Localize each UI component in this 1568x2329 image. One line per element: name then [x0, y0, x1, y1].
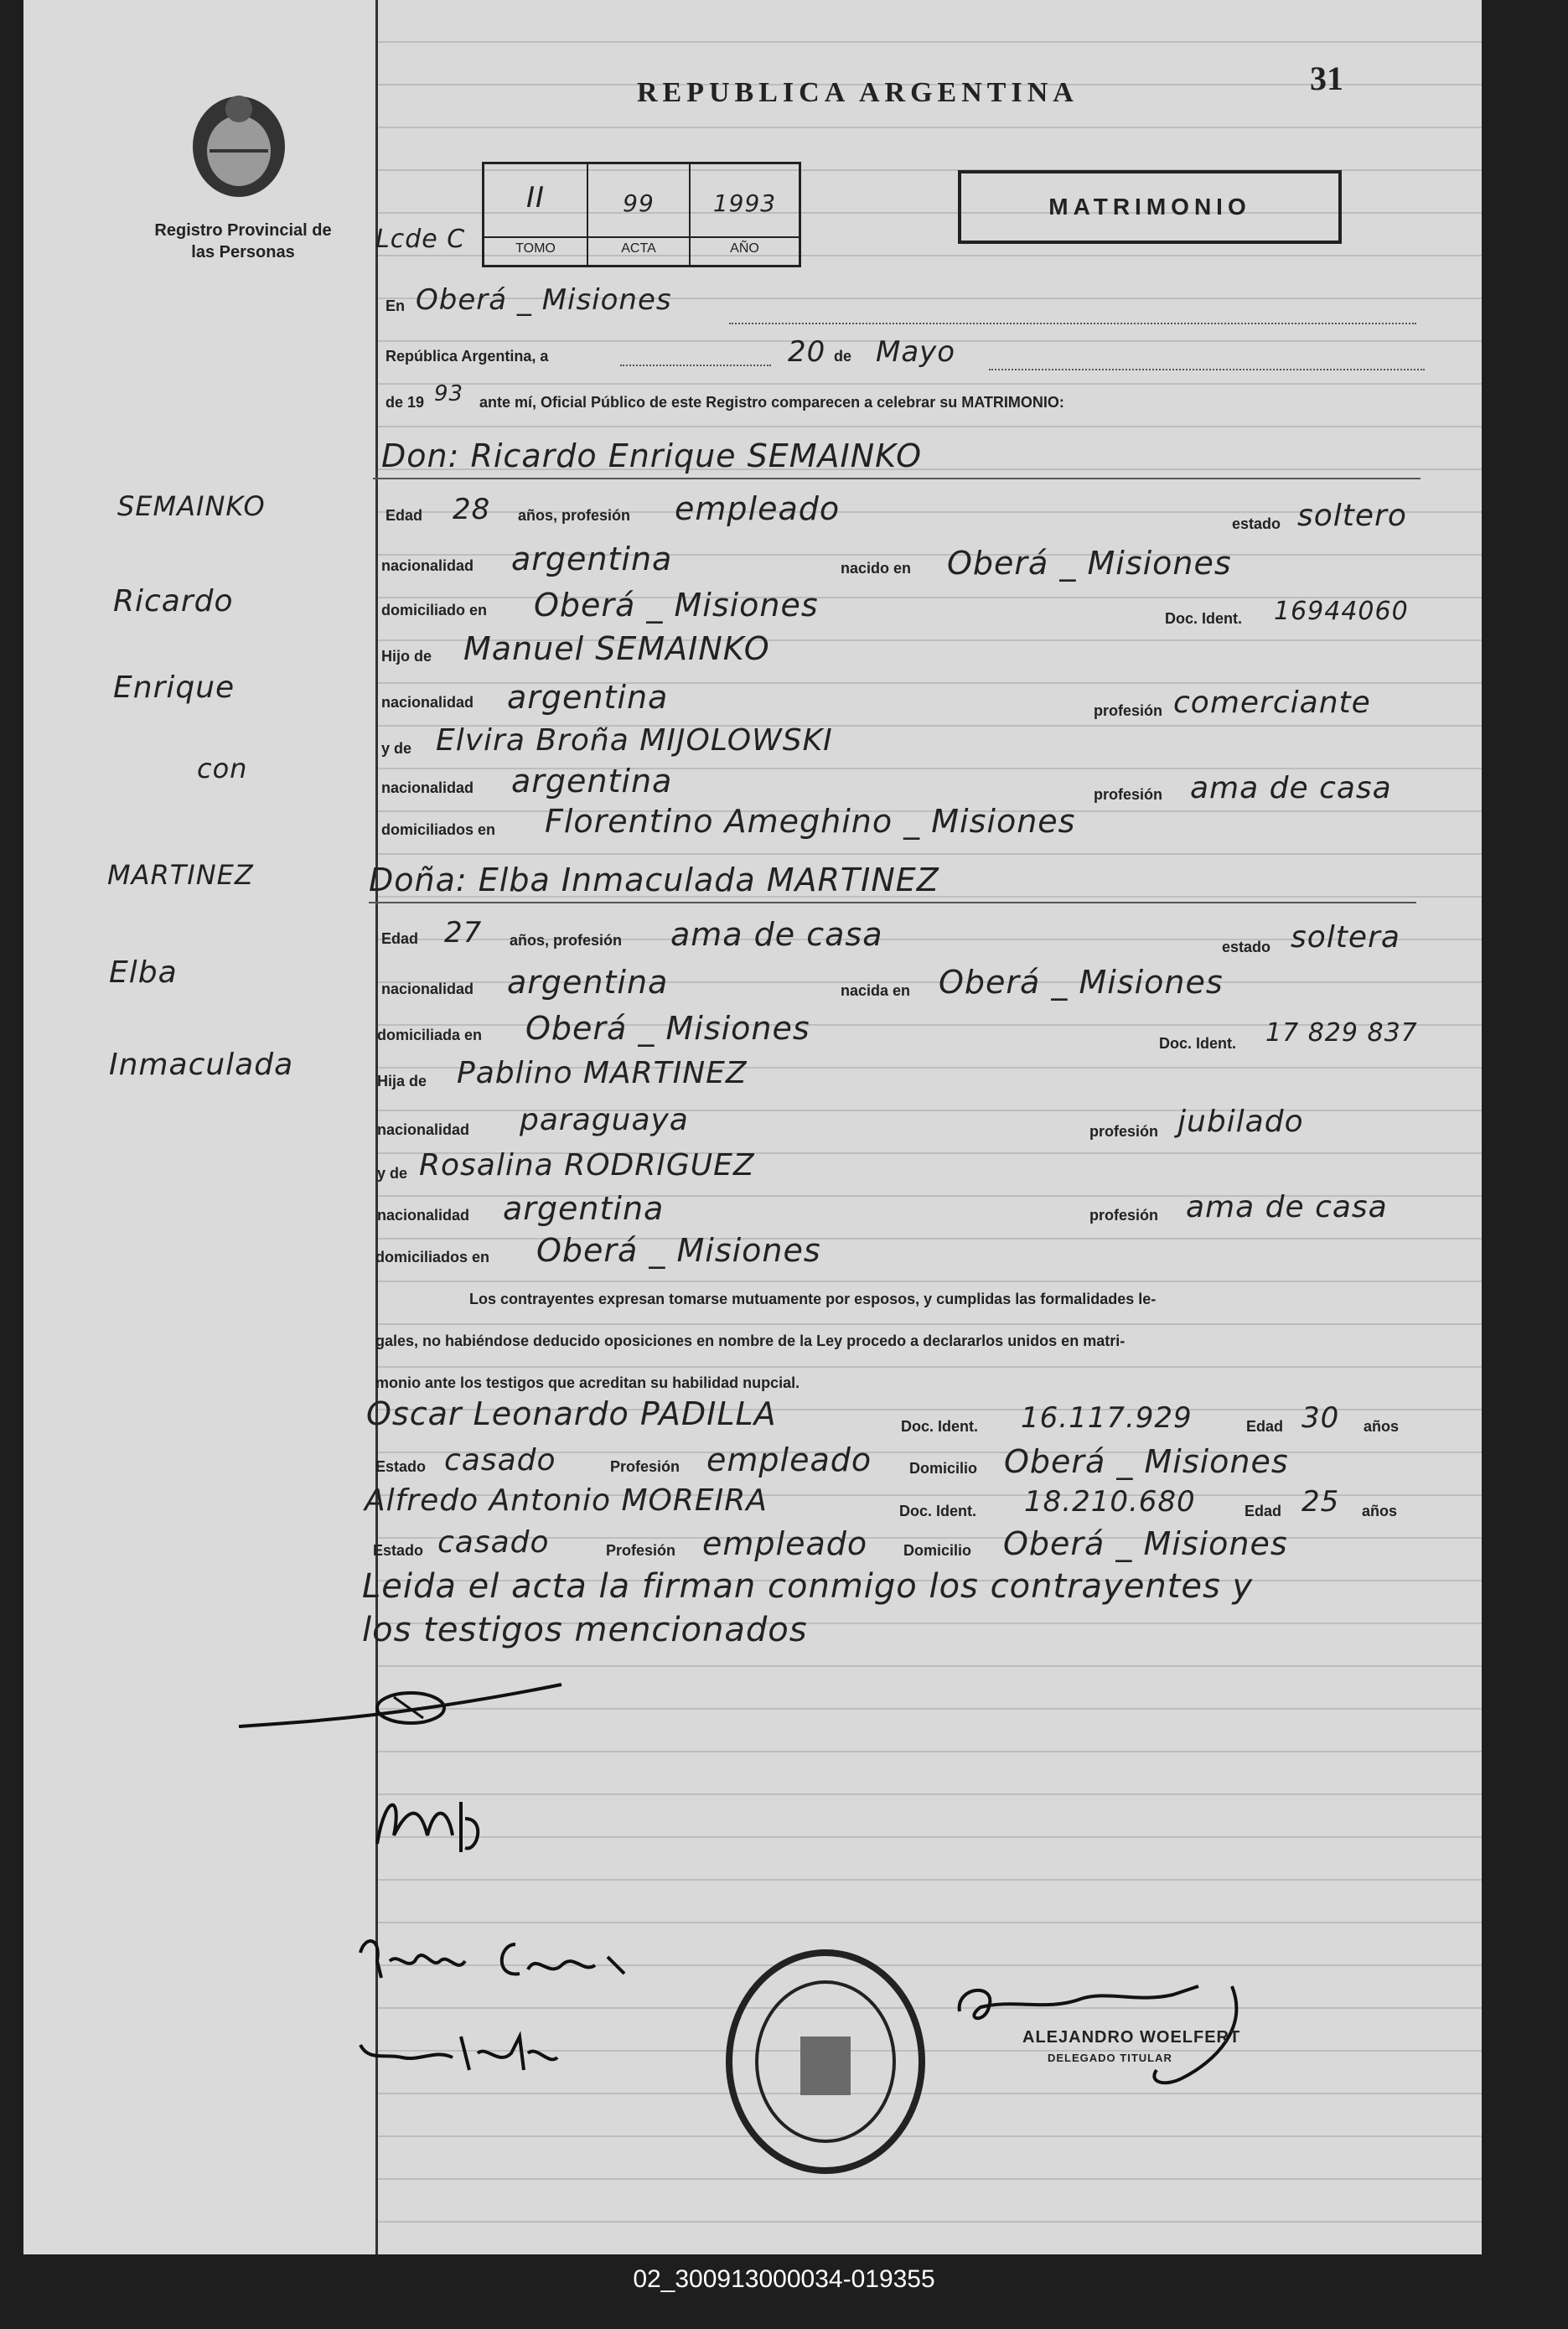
bride-name: Doña: Elba Inmaculada MARTINEZ	[369, 862, 939, 898]
groom-father-label: Hijo de	[381, 648, 432, 665]
witness2-anos-label: años	[1362, 1503, 1398, 1519]
acta-label: ACTA	[588, 236, 689, 256]
groom-estado-label: estado	[1232, 515, 1281, 532]
en-label: En	[386, 298, 406, 314]
groom-father-nac: argentina	[507, 679, 669, 716]
bride-father-prof-label: profesión	[1089, 1123, 1159, 1140]
groom-profesion: empleado	[675, 490, 841, 527]
groom-edad-label: Edad	[386, 507, 423, 524]
bride-nacionalidad: argentina	[507, 964, 669, 1001]
groom-father-nac-label: nacionalidad	[381, 694, 474, 711]
witness2-dom-label: Domicilio	[903, 1542, 972, 1559]
groom-nacido: Oberá _ Misiones	[947, 545, 1232, 582]
bride-doc: 17 829 837	[1265, 1018, 1418, 1048]
official-name: ALEJANDRO WOELFERT	[1022, 2028, 1241, 2047]
witness1-name: Oscar Leonardo PADILLA	[366, 1395, 777, 1432]
bride-mother-prof: ama de casa	[1186, 1190, 1388, 1224]
groom-parents-dom-label: domiciliados en	[381, 821, 496, 838]
bride-dom-label: domiciliada en	[377, 1027, 483, 1043]
record-id-box	[482, 162, 801, 267]
witness1-anos-label: años	[1364, 1418, 1400, 1435]
witness1-edad: 30	[1301, 1401, 1340, 1435]
bride-father-prof: jubilado	[1177, 1105, 1304, 1139]
groom-mother-label: y de	[381, 740, 412, 757]
de19-label: de 19	[386, 394, 425, 411]
file-id-bar	[0, 2254, 1568, 2329]
margin-bride-second: Inmaculada	[109, 1048, 294, 1082]
groom-dom-label: domiciliado en	[381, 602, 488, 618]
coat-of-arms-seal	[184, 84, 293, 201]
bride-mother-nac-label: nacionalidad	[377, 1207, 470, 1224]
witness2-name: Alfredo Antonio MOREIRA	[365, 1483, 768, 1518]
witness1-dom-label: Domicilio	[909, 1460, 978, 1477]
intro-de-label: de	[834, 348, 852, 365]
ano-label: AÑO	[691, 236, 799, 256]
signature-witness-1	[356, 1928, 658, 1995]
bride-mother: Rosalina RODRIGUEZ	[419, 1148, 755, 1183]
margin-groom-surname: SEMAINKO	[117, 490, 266, 522]
closing-line-1: Leida el acta la firman conmigo los contrayentes y	[362, 1567, 1254, 1606]
bride-mother-prof-label: profesión	[1089, 1207, 1159, 1224]
signature-groom	[235, 1676, 587, 1743]
groom-doc-label: Doc. Ident.	[1165, 610, 1243, 627]
witness1-domicilio: Oberá _ Misiones	[1004, 1443, 1289, 1480]
witness2-edad: 25	[1301, 1485, 1340, 1519]
witness2-doc-label: Doc. Ident.	[899, 1503, 977, 1519]
tomo-value: II	[525, 181, 546, 215]
bride-edad-label: Edad	[381, 930, 419, 947]
country-title: REPUBLICA ARGENTINA	[637, 77, 1079, 108]
official-round-stamp	[721, 1944, 930, 2179]
bride-estado-label: estado	[1222, 939, 1271, 955]
witness1-doc-label: Doc. Ident.	[901, 1418, 979, 1435]
groom-domicilio: Oberá _ Misiones	[534, 587, 819, 624]
groom-mother-nac-label: nacionalidad	[381, 779, 474, 796]
official-title: DELEGADO TITULAR	[1048, 2052, 1172, 2064]
witness2-estado: casado	[437, 1525, 550, 1560]
margin-column	[23, 0, 378, 2254]
groom-nacionalidad: argentina	[511, 541, 673, 577]
groom-parents-dom: Florentino Ameghino _ Misiones	[545, 803, 1076, 840]
bride-father-nac-label: nacionalidad	[377, 1121, 470, 1138]
groom-father: Manuel SEMAINKO	[463, 630, 770, 667]
witness1-estado-label: Estado	[375, 1458, 427, 1475]
witness1-prof-label: Profesión	[610, 1458, 681, 1475]
bride-mother-nac: argentina	[503, 1190, 665, 1227]
groom-father-prof: comerciante	[1173, 686, 1371, 720]
intro-day: 20	[788, 335, 826, 369]
intro-statement: ante mí, Oficial Público de este Registro comparecen a celebrar su MATRIMONIO:	[479, 394, 1064, 411]
declaration-line-3: monio ante los testigos que acreditan su habilidad nupcial.	[375, 1374, 800, 1391]
witness1-profesion: empleado	[706, 1441, 872, 1478]
ano-value: 1993	[712, 189, 777, 217]
margin-con: con	[197, 753, 248, 784]
witness1-doc: 16.117.929	[1021, 1401, 1193, 1435]
intro-month: Mayo	[876, 335, 956, 369]
page-number: 31	[1310, 60, 1343, 97]
intro-year: 93	[434, 381, 464, 406]
tomo-label: TOMO	[484, 236, 587, 256]
witness2-domicilio: Oberá _ Misiones	[1003, 1525, 1288, 1562]
groom-father-prof-label: profesión	[1094, 702, 1163, 719]
margin-bride-surname: MARTINEZ	[107, 859, 254, 891]
groom-doc: 16944060	[1274, 597, 1409, 626]
file-id: 02_300913000034-019355	[633, 2265, 935, 2293]
bride-prof-label: años, profesión	[510, 932, 623, 949]
declaration-line-2: gales, no habiéndose deducido oposiciones en nombre de la Ley procedo a declararlos unidos en matri-	[375, 1333, 1126, 1349]
bride-father-label: Hija de	[377, 1073, 427, 1089]
bride-estado: soltera	[1291, 920, 1400, 955]
bride-parents-dom-label: domiciliados en	[375, 1249, 490, 1265]
bride-edad: 27	[444, 916, 483, 950]
groom-prof-label: años, profesión	[518, 507, 631, 524]
record-type-box: MATRIMONIO	[958, 170, 1342, 244]
signature-witness-2	[352, 2020, 570, 2087]
groom-mother-nac: argentina	[511, 763, 673, 800]
acta-value: 99	[623, 189, 655, 217]
margin-groom-second: Enrique	[113, 670, 235, 705]
witness2-edad-label: Edad	[1245, 1503, 1282, 1519]
groom-nac-label: nacionalidad	[381, 557, 474, 574]
signature-bride	[369, 1785, 503, 1877]
groom-name: Don: Ricardo Enrique SEMAINKO	[381, 437, 922, 474]
bride-profesion: ama de casa	[670, 916, 883, 953]
bride-parents-dom: Oberá _ Misiones	[536, 1232, 821, 1269]
witness2-prof-label: Profesión	[606, 1542, 676, 1559]
witness1-edad-label: Edad	[1246, 1418, 1284, 1435]
tomo-prefix: Lcde C	[375, 225, 466, 254]
witness2-profesion: empleado	[702, 1525, 868, 1562]
groom-mother: Elvira Broña MIJOLOWSKI	[436, 723, 833, 758]
intro-place: Oberá _ Misiones	[416, 283, 672, 317]
groom-mother-prof: ama de casa	[1190, 771, 1392, 805]
declaration-line-1: Los contrayentes expresan tomarse mutuamente por esposos, y cumplidas las formalidades le-	[469, 1291, 1157, 1307]
bride-mother-label: y de	[377, 1165, 408, 1182]
registry-name: Registro Provincial de las Personas	[154, 221, 332, 261]
bride-nac-label: nacionalidad	[381, 981, 474, 997]
margin-groom-first: Ricardo	[113, 584, 234, 618]
bride-doc-label: Doc. Ident.	[1159, 1035, 1237, 1052]
bride-father-nac: paraguaya	[520, 1103, 689, 1137]
witness2-estado-label: Estado	[373, 1542, 424, 1559]
witness1-estado: casado	[444, 1443, 556, 1478]
groom-edad: 28	[453, 493, 491, 526]
republica-label: República Argentina, a	[386, 348, 549, 365]
groom-mother-prof-label: profesión	[1094, 786, 1163, 803]
groom-nacido-label: nacido en	[841, 560, 912, 577]
witness2-doc: 18.210.680	[1024, 1485, 1196, 1519]
margin-bride-first: Elba	[109, 955, 178, 990]
closing-line-2: los testigos mencionados	[362, 1611, 808, 1649]
bride-domicilio: Oberá _ Misiones	[525, 1010, 810, 1047]
bride-nacida: Oberá _ Misiones	[939, 964, 1224, 1001]
groom-estado: soltero	[1297, 499, 1407, 533]
bride-father: Pablino MARTINEZ	[457, 1056, 748, 1090]
bride-nacida-label: nacida en	[841, 982, 911, 999]
